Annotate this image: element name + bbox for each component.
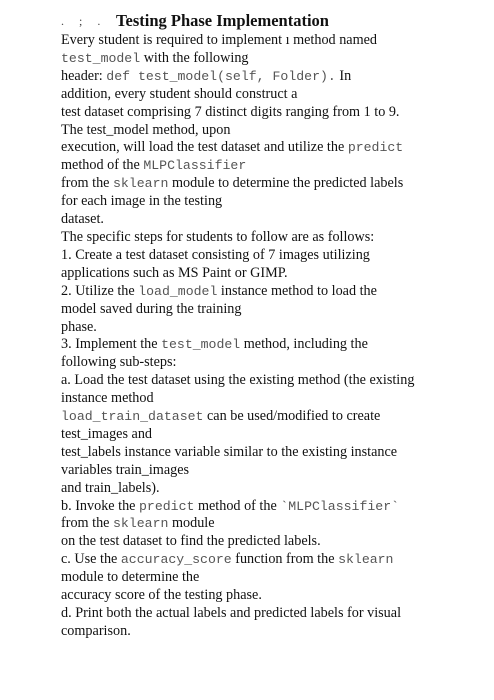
text-line [61, 354, 481, 372]
text-span: 3. Implement the [61, 336, 162, 353]
text-span: instance method to load the [217, 282, 377, 299]
code-span: sklearn [113, 176, 169, 192]
code-span: test_model [161, 337, 241, 353]
text-line [61, 498, 481, 516]
text-span: d. Print both the actual labels and predicted labels for visual [61, 605, 402, 621]
text-span: test_images and [61, 425, 153, 442]
text-span: test_labels instance variable similar to the existing instance [61, 443, 398, 460]
text-span: from the [61, 175, 114, 192]
text-line [61, 336, 481, 354]
text-span: variables train_images [61, 461, 190, 478]
text-line [61, 319, 481, 337]
text-span: method of the [194, 497, 281, 514]
code-span: test_model [61, 50, 141, 66]
text-line [61, 247, 481, 265]
code-span: MLPClassifier [143, 158, 247, 174]
text-line [61, 229, 481, 247]
text-line [61, 157, 481, 175]
text-line [61, 569, 481, 587]
text-line [61, 301, 481, 319]
code-span: sklearn [113, 516, 169, 532]
text-span: 1. Create a test dataset consisting of 7 images utilizing [61, 246, 370, 263]
text-span: and train_labels). [61, 479, 160, 496]
text-span: a. Load the test dataset using the existing method (the existing [61, 372, 415, 389]
text-span: from the [61, 515, 114, 532]
text-span: function from the [231, 551, 339, 568]
text-line [61, 86, 481, 104]
text-span: with the following [140, 49, 249, 66]
text-span: module [168, 515, 215, 532]
text-span: header: [61, 67, 107, 84]
title-marks: . ; . [61, 14, 107, 28]
text-span: test dataset comprising 7 distinct digits ranging from 1 to 9. [61, 103, 400, 120]
text-span: addition, every student should construct a [61, 85, 298, 102]
text-span: c. Use the [61, 551, 121, 568]
text-span: method named [289, 32, 378, 48]
document-body [61, 10, 481, 641]
text-line [61, 551, 481, 569]
text-span: following sub-steps: [61, 354, 177, 371]
code-span: `MLPClassifier` [280, 498, 400, 514]
text-line [61, 139, 481, 157]
text-line [61, 175, 481, 193]
text-line [61, 533, 481, 551]
text-span: The test_model method, upon [61, 121, 231, 138]
text-line [61, 122, 481, 140]
text-span: b. Invoke the [61, 497, 140, 514]
text-line [61, 390, 481, 408]
text-line [61, 623, 481, 641]
text-span: phase. [61, 318, 97, 335]
text-span: In [335, 67, 352, 84]
text-span: module to determine the [61, 569, 200, 586]
text-line [61, 372, 481, 390]
text-line [61, 68, 481, 86]
text-span: ı [285, 32, 290, 48]
document-text [61, 32, 481, 641]
text-span: dataset. [61, 211, 104, 228]
code-span: Folder). [272, 68, 336, 84]
text-span: can be used/modified to create [203, 408, 381, 425]
text-span: The specific steps for students to follow are as follows: [61, 228, 375, 245]
text-line [61, 426, 481, 444]
text-line [61, 104, 481, 122]
text-line [61, 462, 481, 480]
code-span: sklearn [338, 552, 394, 568]
text-span: module to determine the predicted labels [168, 175, 404, 192]
text-line [61, 283, 481, 301]
title-text: Testing Phase Implementation [116, 11, 329, 30]
code-span: load_model [138, 283, 218, 299]
text-span: instance method [61, 390, 154, 407]
text-line [61, 444, 481, 462]
text-line [61, 408, 481, 426]
code-span: predict [139, 498, 195, 514]
code-span: predict [347, 140, 404, 156]
text-span: Every student is required to implement [61, 32, 286, 48]
code-span: def test_model(self, [106, 68, 273, 84]
text-span: method, including the [240, 336, 368, 353]
text-span: for each image in the testing [61, 193, 223, 210]
text-span: 2. Utilize the [61, 282, 139, 299]
text-line [61, 515, 481, 533]
text-line [61, 587, 481, 605]
text-span: applications such as MS Paint or GIMP. [61, 264, 288, 281]
document-title [61, 10, 481, 32]
code-span: load_train_dataset [61, 409, 204, 425]
text-line [61, 480, 481, 498]
text-span: comparison. [61, 622, 131, 639]
code-span: accuracy_score [120, 552, 232, 568]
text-line [61, 605, 481, 623]
text-line [61, 265, 481, 283]
text-span: method of the [61, 157, 144, 174]
text-line [61, 211, 481, 229]
text-span: execution, will load the test dataset and utilize the [61, 139, 348, 156]
text-line [61, 32, 481, 50]
text-span: model saved during the training [61, 300, 242, 317]
text-span: on the test dataset to find the predicted labels. [61, 533, 321, 550]
text-line [61, 50, 481, 68]
text-span: accuracy score of the testing phase. [61, 587, 262, 604]
text-line [61, 193, 481, 211]
